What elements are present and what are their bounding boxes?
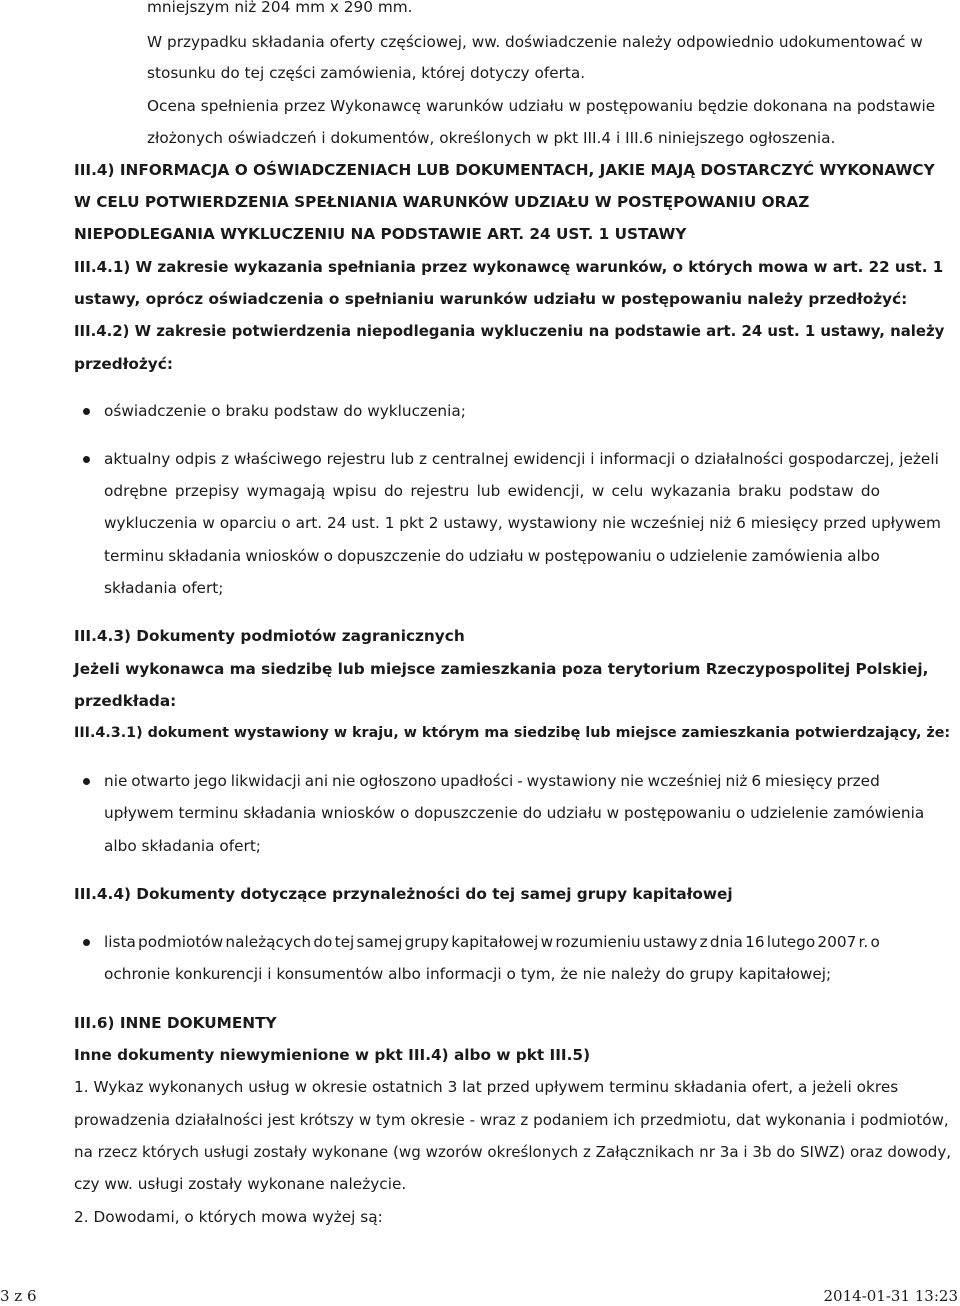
word: podstaw: [788, 482, 854, 500]
word: 6: [751, 772, 762, 790]
word: nie: [332, 772, 356, 790]
section-heading: III.6) INNE DOKUMENTY: [74, 1014, 277, 1032]
word: lub: [476, 482, 501, 500]
subsection-text: Jeżeli wykonawca ma siedzibę lub miejsce zamieszkania poza terytorium Rzeczypospolitej Polskiej,: [74, 660, 929, 678]
word: wniosków: [245, 547, 320, 565]
list-item-line: aktualny odpis z właściwego rejestru lub z centralnej ewidencji i informacji o działalności gospodarczej, jeżeli: [104, 450, 939, 468]
word: dnia: [709, 933, 743, 951]
word: ani: [304, 772, 329, 790]
word: rejestru: [410, 482, 470, 500]
section-heading: NIEPODLEGANIA WYKLUCZENIU NA PODSTAWIE ART. 24 UST. 1 USTAWY: [74, 225, 687, 243]
list-item-line: wykluczenia w oparciu o art. 24 ust. 1 pkt 2 ustawy, wystawiony nie wcześniej niż 6 miesięcy przed upływem: [104, 514, 941, 532]
word: -: [517, 772, 523, 790]
word: w: [527, 547, 541, 565]
subsection-text: przedkłada:: [74, 692, 177, 710]
bullet-icon: [83, 408, 90, 415]
word: udziału: [468, 547, 524, 565]
word: z: [699, 933, 708, 951]
paragraph-line: na rzecz których usługi zostały wykonane (wg wzorów określonych z Załącznikach nr 3a i 3b do SIWZ) oraz dowody,: [74, 1143, 952, 1161]
list-item: oświadczenie o braku podstaw do wykluczenia;: [104, 402, 466, 420]
paragraph-line: 1. Wykaz wykonanych usług w okresie ostatnich 3 lat przed upływem terminu składania ofert, a jeżeli okres: [74, 1078, 899, 1096]
word: podmiotów: [138, 933, 224, 951]
subsection-heading: III.4.1) W zakresie wykazania spełniania przez wykonawcę warunków, o których mowa w art. 22 ust. 1: [74, 258, 944, 276]
word: samej: [356, 933, 403, 951]
word: 2007: [817, 933, 857, 951]
intro-line: Ocena spełnienia przez Wykonawcę warunków udziału w postępowaniu będzie dokonana na podstawie: [147, 97, 936, 115]
word: nie: [620, 772, 644, 790]
list-item-line: składania ofert;: [104, 579, 224, 597]
word: lista: [104, 933, 136, 951]
word: niż: [725, 772, 748, 790]
paragraph-line: prowadzenia działalności jest krótszy w tym okresie - wraz z podaniem ich przedmiotu, dat wykonania i podmiotów,: [74, 1111, 949, 1129]
word: wymagają: [246, 482, 326, 500]
word: ewidencji,: [507, 482, 585, 500]
subsection-heading: III.4.3.1) dokument wystawiony w kraju, w którym ma siedzibę lub miejsce zamieszkania potwierdzający, że:: [74, 725, 951, 741]
subsection-heading: III.4.4) Dokumenty dotyczące przynależności do tej samej grupy kapitałowej: [74, 885, 733, 903]
word: r.: [858, 933, 869, 951]
word: lutego: [766, 933, 816, 951]
paragraph-line: 2. Dowodami, o których mowa wyżej są:: [74, 1208, 383, 1226]
subsection-heading: ustawy, oprócz oświadczenia o spełnianiu warunków udziału w postępowaniu należy przedłożyć:: [74, 290, 908, 308]
word: w: [591, 482, 605, 500]
list-item-line: ochronie konkurencji i konsumentów albo informacji o tym, że nie należy do grupy kapitałowej;: [104, 965, 832, 983]
list-item-line: upływem terminu składania wniosków o dopuszczenie do udziału w postępowaniu o udzielenie zamówienia: [104, 804, 925, 822]
word: należących: [225, 933, 312, 951]
bullet-icon: [83, 939, 90, 946]
intro-line: złożonych oświadczeń i dokumentów, określonych w pkt III.4 i III.6 niniejszego ogłoszenia.: [147, 129, 836, 147]
word: odrębne: [104, 482, 168, 500]
word: upadłości: [440, 772, 514, 790]
subsection-heading: Inne dokumenty niewymienione w pkt III.4) albo w pkt III.5): [74, 1046, 591, 1064]
word: przed: [836, 772, 880, 790]
intro-line: stosunku do tej części zamówienia, której dotyczy oferta.: [147, 64, 586, 82]
word: do: [383, 482, 404, 500]
word: wystawiony: [526, 772, 617, 790]
word: likwidacji: [230, 772, 301, 790]
list-item-line: [104, 771, 880, 791]
bullet-icon: [83, 778, 90, 785]
paragraph-line: czy ww. usługi zostały wykonane należycie.: [74, 1175, 407, 1193]
word: albo: [847, 547, 880, 565]
list-item-line: [104, 932, 880, 952]
word: do: [445, 547, 465, 565]
word: grupy: [404, 933, 450, 951]
timestamp: 2014-01-31 13:23: [823, 1287, 958, 1305]
word: rozumieniu: [555, 933, 641, 951]
subsection-heading: przedłożyć:: [74, 355, 173, 373]
subsection-heading: III.4.3) Dokumenty podmiotów zagranicznych: [74, 627, 465, 645]
word: kapitałowej: [451, 933, 539, 951]
bullet-icon: [83, 456, 90, 463]
word: braku: [738, 482, 782, 500]
word: jego: [194, 772, 227, 790]
word: udzielenie: [669, 547, 748, 565]
section-heading: W CELU POTWIERDZENIA SPEŁNIANIA WARUNKÓW UDZIAŁU W POSTĘPOWANIU ORAZ: [74, 193, 810, 211]
word: wpisu: [332, 482, 377, 500]
word: wykazania: [650, 482, 731, 500]
word: nie: [104, 772, 128, 790]
word: otwarto: [131, 772, 191, 790]
word: ustawy: [642, 933, 698, 951]
subsection-heading: III.4.2) W zakresie potwierdzenia niepodlegania wykluczeniu na podstawie art. 24 ust. 1 ustawy, należy: [74, 322, 945, 340]
word: tej: [334, 933, 355, 951]
word: terminu: [104, 547, 164, 565]
word: zamówienia: [751, 547, 843, 565]
intro-line: W przypadku składania oferty częściowej, ww. doświadczenie należy odpowiednio udokumentować w: [147, 33, 923, 51]
word: o: [323, 547, 333, 565]
word: przepisy: [174, 482, 240, 500]
list-item-line: [104, 546, 880, 566]
word: miesięcy: [765, 772, 833, 790]
word: składania: [168, 547, 242, 565]
word: 16: [745, 933, 765, 951]
list-item-line: albo składania ofert;: [104, 837, 261, 855]
word: celu: [611, 482, 644, 500]
word: dopuszczenie: [337, 547, 441, 565]
word: o: [870, 933, 880, 951]
word: w: [540, 933, 554, 951]
word: do: [313, 933, 333, 951]
word: o: [655, 547, 666, 565]
list-item-line: [104, 481, 880, 501]
word: do: [860, 482, 880, 500]
section-heading: III.4) INFORMACJA O OŚWIADCZENIACH LUB DOKUMENTACH, JAKIE MAJĄ DOSTARCZYĆ WYKONAWCY: [74, 161, 935, 179]
page-indicator: 3 z 6: [0, 1287, 37, 1305]
word: wcześniej: [647, 772, 722, 790]
word: postępowaniu: [544, 547, 652, 565]
intro-line: mniejszym niż 204 mm x 290 mm.: [147, 0, 413, 16]
word: ogłoszono: [359, 772, 437, 790]
